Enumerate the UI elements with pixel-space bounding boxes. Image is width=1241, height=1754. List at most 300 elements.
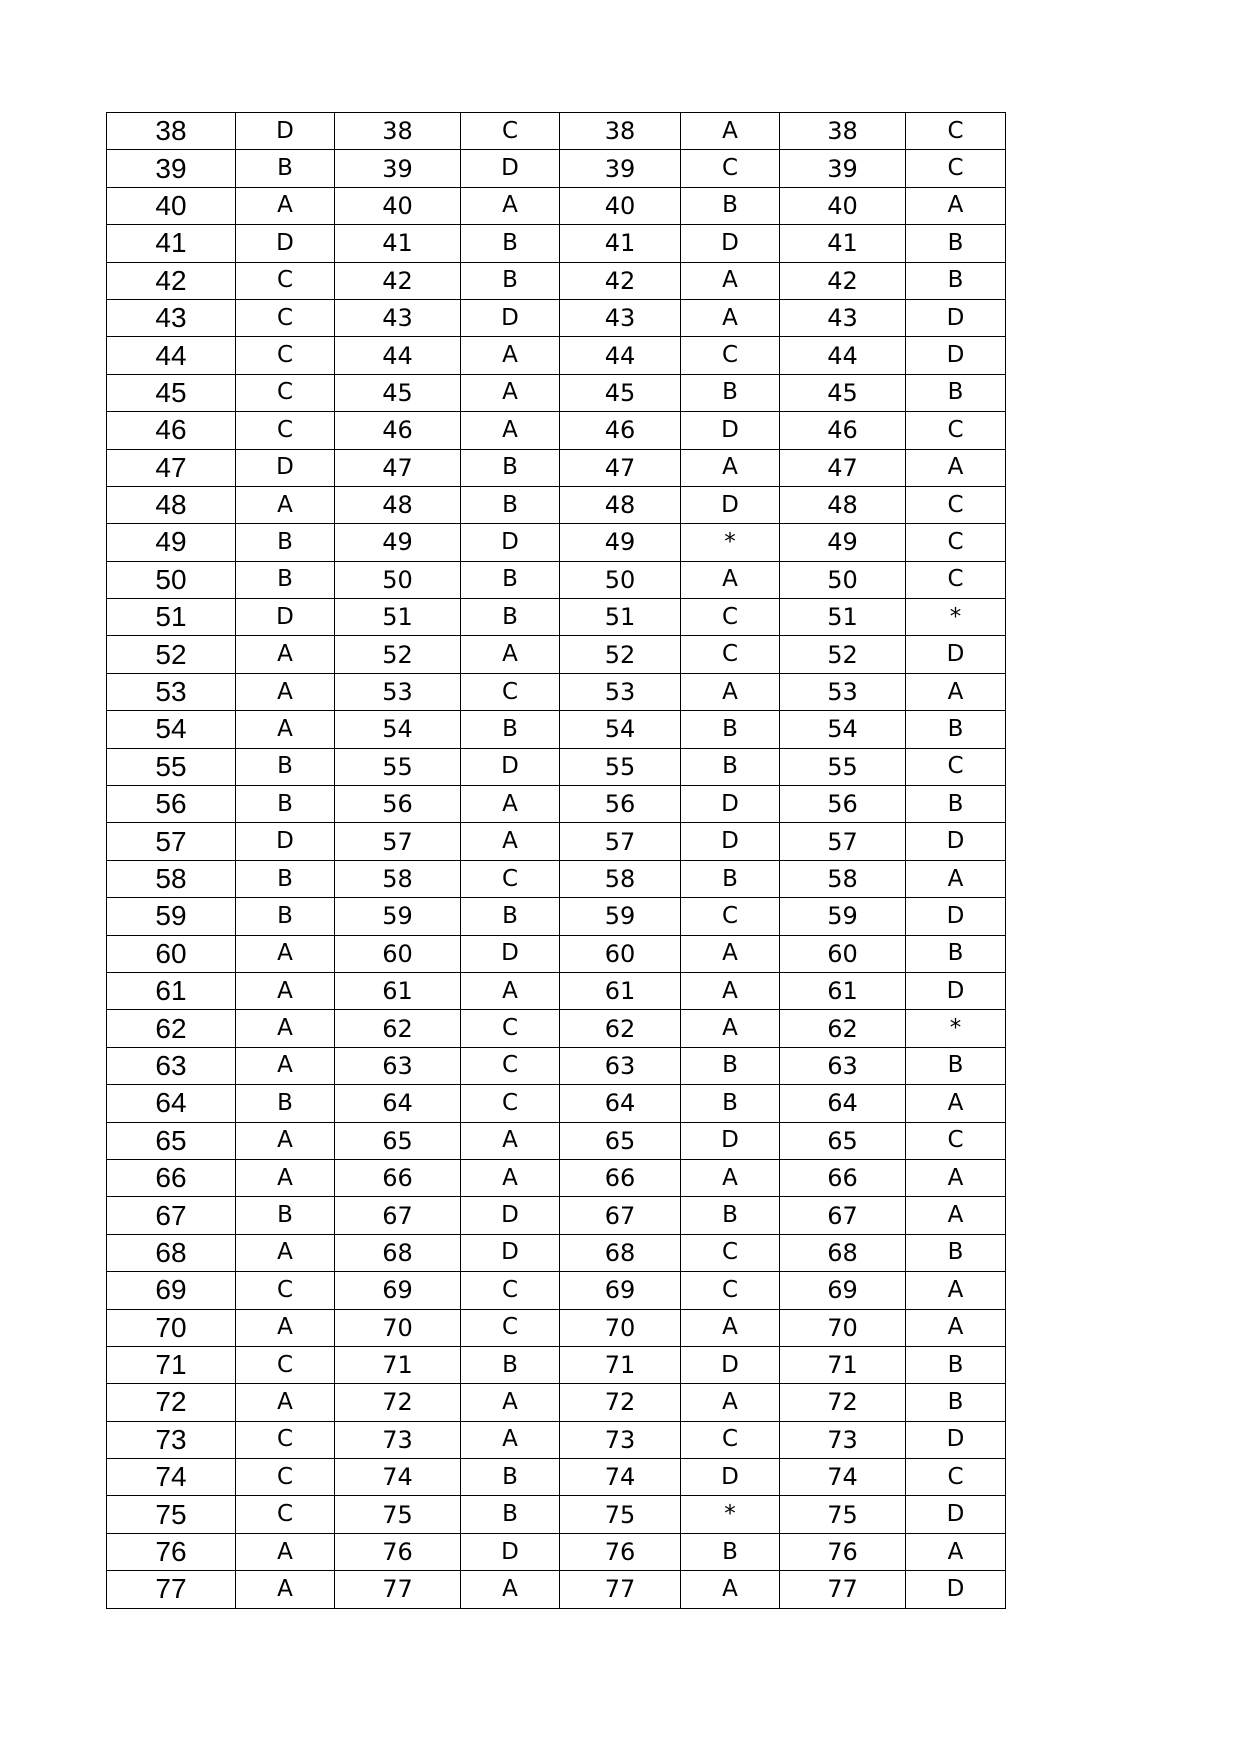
question-number-cell: 40	[780, 187, 906, 224]
table-row	[107, 1309, 1006, 1346]
question-number-cell: 70	[335, 1309, 461, 1346]
answer-cell: D	[906, 898, 1006, 935]
question-number-cell: 74	[560, 1459, 681, 1496]
answer-cell: A	[681, 972, 780, 1009]
question-number-cell: 39	[560, 150, 681, 187]
answer-cell: C	[461, 113, 560, 150]
question-number-cell: 47	[107, 449, 236, 486]
answer-cell: C	[236, 262, 335, 299]
question-number-cell: 55	[780, 748, 906, 785]
answer-cell: D	[906, 636, 1006, 673]
question-number-cell: 40	[560, 187, 681, 224]
question-number-cell: 42	[780, 262, 906, 299]
question-number-cell: 50	[107, 561, 236, 598]
table-row	[107, 1571, 1006, 1608]
question-number-cell: 65	[780, 1122, 906, 1159]
question-number-cell: 52	[560, 636, 681, 673]
answer-cell: A	[906, 1085, 1006, 1122]
question-number-cell: 57	[560, 823, 681, 860]
answer-cell: B	[461, 599, 560, 636]
question-number-cell: 77	[560, 1571, 681, 1608]
answer-cell: B	[236, 1197, 335, 1234]
question-number-cell: 64	[560, 1085, 681, 1122]
answer-cell: D	[681, 786, 780, 823]
question-number-cell: 67	[107, 1197, 236, 1234]
answer-cell: C	[236, 412, 335, 449]
answer-cell: B	[236, 860, 335, 897]
answer-cell: B	[906, 1346, 1006, 1383]
table-row	[107, 337, 1006, 374]
answer-cell: C	[236, 337, 335, 374]
question-number-cell: 46	[335, 412, 461, 449]
answer-cell: D	[236, 225, 335, 262]
question-number-cell: 68	[335, 1234, 461, 1271]
answer-cell: C	[906, 748, 1006, 785]
question-number-cell: 50	[780, 561, 906, 598]
answer-cell: B	[681, 1047, 780, 1084]
answer-cell: C	[906, 561, 1006, 598]
answer-cell: A	[681, 1309, 780, 1346]
answer-cell: B	[461, 898, 560, 935]
question-number-cell: 42	[335, 262, 461, 299]
answer-cell: B	[236, 1085, 335, 1122]
answer-cell: C	[461, 1309, 560, 1346]
answer-cell: A	[681, 449, 780, 486]
question-number-cell: 43	[107, 299, 236, 336]
answer-cell: *	[906, 599, 1006, 636]
table-row	[107, 187, 1006, 224]
table-row	[107, 748, 1006, 785]
answer-cell: B	[236, 150, 335, 187]
answer-cell: B	[906, 1234, 1006, 1271]
question-number-cell: 42	[107, 262, 236, 299]
answer-cell: C	[236, 1496, 335, 1533]
answer-cell: A	[906, 449, 1006, 486]
answer-cell: B	[461, 1346, 560, 1383]
question-number-cell: 55	[560, 748, 681, 785]
answer-cell: C	[681, 636, 780, 673]
question-number-cell: 41	[335, 225, 461, 262]
answer-cell: A	[236, 1010, 335, 1047]
question-number-cell: 66	[107, 1159, 236, 1196]
question-number-cell: 53	[335, 673, 461, 710]
question-number-cell: 59	[107, 898, 236, 935]
answer-cell: C	[681, 898, 780, 935]
table-row	[107, 486, 1006, 523]
question-number-cell: 76	[335, 1533, 461, 1570]
question-number-cell: 75	[107, 1496, 236, 1533]
answer-cell: D	[906, 823, 1006, 860]
table-row	[107, 898, 1006, 935]
answer-cell: B	[461, 449, 560, 486]
answer-cell: D	[906, 299, 1006, 336]
question-number-cell: 67	[560, 1197, 681, 1234]
question-number-cell: 66	[560, 1159, 681, 1196]
answer-cell: A	[236, 935, 335, 972]
question-number-cell: 68	[560, 1234, 681, 1271]
table-row	[107, 1272, 1006, 1309]
question-number-cell: 63	[560, 1047, 681, 1084]
table-row	[107, 561, 1006, 598]
question-number-cell: 62	[560, 1010, 681, 1047]
answer-cell: A	[906, 1309, 1006, 1346]
question-number-cell: 49	[780, 524, 906, 561]
answer-cell: D	[906, 1496, 1006, 1533]
question-number-cell: 57	[780, 823, 906, 860]
answer-cell: C	[236, 1459, 335, 1496]
answer-cell: A	[461, 1384, 560, 1421]
answer-cell: B	[236, 524, 335, 561]
answer-cell: C	[906, 1459, 1006, 1496]
answer-cell: C	[461, 1047, 560, 1084]
table-row	[107, 1159, 1006, 1196]
answer-cell: A	[681, 299, 780, 336]
question-number-cell: 61	[780, 972, 906, 1009]
answer-cell: C	[906, 150, 1006, 187]
answer-cell: B	[906, 711, 1006, 748]
answer-cell: *	[681, 1496, 780, 1533]
question-number-cell: 51	[107, 599, 236, 636]
question-number-cell: 45	[560, 374, 681, 411]
answer-cell: C	[681, 599, 780, 636]
table-row	[107, 1047, 1006, 1084]
question-number-cell: 73	[335, 1421, 461, 1458]
table-row	[107, 113, 1006, 150]
answer-cell: A	[461, 374, 560, 411]
answer-cell: C	[236, 1346, 335, 1383]
answer-cell: A	[906, 1197, 1006, 1234]
question-number-cell: 49	[335, 524, 461, 561]
answer-cell: A	[236, 187, 335, 224]
question-number-cell: 59	[335, 898, 461, 935]
table-row	[107, 860, 1006, 897]
question-number-cell: 41	[560, 225, 681, 262]
answer-cell: D	[681, 1122, 780, 1159]
question-number-cell: 62	[107, 1010, 236, 1047]
question-number-cell: 56	[107, 786, 236, 823]
table-row	[107, 374, 1006, 411]
answer-cell: C	[681, 337, 780, 374]
question-number-cell: 62	[780, 1010, 906, 1047]
question-number-cell: 40	[107, 187, 236, 224]
question-number-cell: 66	[780, 1159, 906, 1196]
answer-cell: A	[236, 486, 335, 523]
answer-cell: A	[681, 673, 780, 710]
question-number-cell: 53	[780, 673, 906, 710]
question-number-cell: 38	[560, 113, 681, 150]
answer-cell: B	[681, 1085, 780, 1122]
answer-cell: C	[681, 1272, 780, 1309]
answer-cell: B	[681, 374, 780, 411]
table-row	[107, 449, 1006, 486]
question-number-cell: 66	[335, 1159, 461, 1196]
answer-cell: C	[236, 374, 335, 411]
question-number-cell: 69	[560, 1272, 681, 1309]
table-row	[107, 1234, 1006, 1271]
question-number-cell: 69	[780, 1272, 906, 1309]
question-number-cell: 49	[560, 524, 681, 561]
question-number-cell: 67	[335, 1197, 461, 1234]
question-number-cell: 75	[335, 1496, 461, 1533]
answer-cell: B	[906, 262, 1006, 299]
answer-cell: D	[461, 150, 560, 187]
answer-cell: A	[461, 412, 560, 449]
question-number-cell: 60	[560, 935, 681, 972]
question-number-cell: 54	[335, 711, 461, 748]
question-number-cell: 76	[107, 1533, 236, 1570]
answer-cell: B	[236, 561, 335, 598]
question-number-cell: 54	[780, 711, 906, 748]
answer-cell: A	[236, 1533, 335, 1570]
question-number-cell: 51	[560, 599, 681, 636]
question-number-cell: 62	[335, 1010, 461, 1047]
answer-cell: A	[906, 1272, 1006, 1309]
question-number-cell: 70	[560, 1309, 681, 1346]
answer-cell: D	[906, 1421, 1006, 1458]
answer-cell: A	[681, 113, 780, 150]
table-row	[107, 262, 1006, 299]
answer-cell: A	[461, 786, 560, 823]
table-row	[107, 1459, 1006, 1496]
table-row	[107, 935, 1006, 972]
question-number-cell: 73	[107, 1421, 236, 1458]
answer-cell: C	[906, 113, 1006, 150]
question-number-cell: 38	[107, 113, 236, 150]
question-number-cell: 56	[560, 786, 681, 823]
question-number-cell: 60	[780, 935, 906, 972]
answer-cell: A	[236, 1571, 335, 1608]
answer-cell: D	[681, 412, 780, 449]
answer-cell: D	[681, 225, 780, 262]
question-number-cell: 43	[560, 299, 681, 336]
question-number-cell: 75	[780, 1496, 906, 1533]
question-number-cell: 59	[560, 898, 681, 935]
answer-cell: C	[681, 150, 780, 187]
question-number-cell: 39	[780, 150, 906, 187]
question-number-cell: 43	[335, 299, 461, 336]
question-number-cell: 48	[335, 486, 461, 523]
answer-cell: B	[681, 1197, 780, 1234]
answer-cell: C	[461, 1010, 560, 1047]
answer-cell: B	[461, 1496, 560, 1533]
question-number-cell: 74	[335, 1459, 461, 1496]
answer-cell: D	[681, 486, 780, 523]
answer-cell: B	[236, 748, 335, 785]
answer-cell: C	[236, 299, 335, 336]
question-number-cell: 73	[780, 1421, 906, 1458]
question-number-cell: 64	[107, 1085, 236, 1122]
answer-cell: B	[461, 1459, 560, 1496]
question-number-cell: 76	[780, 1533, 906, 1570]
question-number-cell: 70	[107, 1309, 236, 1346]
answer-cell: B	[461, 225, 560, 262]
question-number-cell: 38	[335, 113, 461, 150]
question-number-cell: 44	[335, 337, 461, 374]
question-number-cell: 39	[107, 150, 236, 187]
answer-cell: B	[906, 935, 1006, 972]
question-number-cell: 75	[560, 1496, 681, 1533]
table-row	[107, 412, 1006, 449]
answer-cell: C	[906, 486, 1006, 523]
question-number-cell: 77	[335, 1571, 461, 1608]
question-number-cell: 41	[780, 225, 906, 262]
question-number-cell: 46	[780, 412, 906, 449]
answer-cell: B	[236, 898, 335, 935]
answer-cell: A	[236, 1234, 335, 1271]
table-row	[107, 972, 1006, 1009]
question-number-cell: 77	[107, 1571, 236, 1608]
answer-cell: *	[906, 1010, 1006, 1047]
answer-cell: D	[236, 823, 335, 860]
answer-cell: A	[461, 1122, 560, 1159]
answer-cell: A	[906, 187, 1006, 224]
answer-cell: B	[906, 225, 1006, 262]
question-number-cell: 46	[560, 412, 681, 449]
table-row	[107, 599, 1006, 636]
question-number-cell: 51	[335, 599, 461, 636]
question-number-cell: 60	[107, 935, 236, 972]
question-number-cell: 38	[780, 113, 906, 150]
question-number-cell: 52	[107, 636, 236, 673]
answer-cell: B	[681, 860, 780, 897]
answer-cell: D	[461, 1533, 560, 1570]
table-row	[107, 1010, 1006, 1047]
question-number-cell: 70	[780, 1309, 906, 1346]
answer-cell: A	[236, 711, 335, 748]
table-row	[107, 673, 1006, 710]
answer-cell: A	[681, 1010, 780, 1047]
answer-cell: A	[461, 823, 560, 860]
answer-cell: B	[906, 786, 1006, 823]
table-row	[107, 1384, 1006, 1421]
question-number-cell: 65	[560, 1122, 681, 1159]
answer-cell: D	[681, 1459, 780, 1496]
answer-cell: D	[906, 1571, 1006, 1608]
question-number-cell: 56	[335, 786, 461, 823]
answer-cell: A	[681, 1384, 780, 1421]
answer-cell: D	[681, 1346, 780, 1383]
answer-cell: D	[461, 1234, 560, 1271]
question-number-cell: 55	[107, 748, 236, 785]
question-number-cell: 48	[560, 486, 681, 523]
answer-cell: A	[236, 1159, 335, 1196]
question-number-cell: 53	[107, 673, 236, 710]
answer-cell: A	[236, 1384, 335, 1421]
question-number-cell: 71	[560, 1346, 681, 1383]
answer-cell: A	[681, 935, 780, 972]
answer-cell: C	[681, 1421, 780, 1458]
question-number-cell: 72	[335, 1384, 461, 1421]
table-row	[107, 1122, 1006, 1159]
answer-key-body	[107, 113, 1006, 1609]
question-number-cell: 72	[780, 1384, 906, 1421]
answer-cell: D	[461, 748, 560, 785]
answer-cell: A	[236, 636, 335, 673]
answer-cell: A	[461, 1159, 560, 1196]
answer-cell: D	[461, 299, 560, 336]
question-number-cell: 39	[335, 150, 461, 187]
question-number-cell: 56	[780, 786, 906, 823]
answer-cell: D	[461, 1197, 560, 1234]
answer-cell: A	[236, 1122, 335, 1159]
table-row	[107, 823, 1006, 860]
question-number-cell: 63	[107, 1047, 236, 1084]
question-number-cell: 61	[335, 972, 461, 1009]
table-row	[107, 225, 1006, 262]
table-row	[107, 786, 1006, 823]
question-number-cell: 40	[335, 187, 461, 224]
question-number-cell: 46	[107, 412, 236, 449]
answer-cell: A	[461, 187, 560, 224]
question-number-cell: 64	[780, 1085, 906, 1122]
question-number-cell: 45	[335, 374, 461, 411]
answer-cell: C	[681, 1234, 780, 1271]
answer-cell: A	[906, 673, 1006, 710]
answer-cell: B	[236, 786, 335, 823]
answer-cell: C	[906, 412, 1006, 449]
answer-cell: A	[461, 972, 560, 1009]
question-number-cell: 52	[780, 636, 906, 673]
answer-key-table	[106, 112, 1006, 1609]
table-row	[107, 636, 1006, 673]
table-row	[107, 299, 1006, 336]
answer-cell: B	[681, 711, 780, 748]
answer-cell: B	[906, 1047, 1006, 1084]
answer-cell: A	[681, 1571, 780, 1608]
question-number-cell: 71	[780, 1346, 906, 1383]
answer-cell: D	[236, 113, 335, 150]
answer-cell: A	[236, 673, 335, 710]
question-number-cell: 48	[780, 486, 906, 523]
question-number-cell: 63	[335, 1047, 461, 1084]
answer-cell: A	[461, 1571, 560, 1608]
question-number-cell: 71	[107, 1346, 236, 1383]
question-number-cell: 50	[335, 561, 461, 598]
answer-cell: D	[461, 524, 560, 561]
table-row	[107, 1197, 1006, 1234]
answer-cell: A	[906, 1159, 1006, 1196]
question-number-cell: 54	[107, 711, 236, 748]
question-number-cell: 47	[560, 449, 681, 486]
answer-cell: C	[461, 860, 560, 897]
table-row	[107, 711, 1006, 748]
answer-cell: A	[681, 262, 780, 299]
question-number-cell: 52	[335, 636, 461, 673]
answer-cell: C	[461, 1085, 560, 1122]
question-number-cell: 57	[107, 823, 236, 860]
question-number-cell: 76	[560, 1533, 681, 1570]
question-number-cell: 74	[780, 1459, 906, 1496]
answer-cell: A	[236, 1309, 335, 1346]
table-row	[107, 150, 1006, 187]
answer-cell: C	[236, 1421, 335, 1458]
table-row	[107, 1533, 1006, 1570]
answer-cell: A	[236, 972, 335, 1009]
question-number-cell: 51	[780, 599, 906, 636]
question-number-cell: 60	[335, 935, 461, 972]
question-number-cell: 44	[107, 337, 236, 374]
answer-cell: B	[906, 1384, 1006, 1421]
question-number-cell: 45	[107, 374, 236, 411]
question-number-cell: 58	[335, 860, 461, 897]
question-number-cell: 57	[335, 823, 461, 860]
question-number-cell: 63	[780, 1047, 906, 1084]
answer-cell: A	[236, 1047, 335, 1084]
question-number-cell: 65	[335, 1122, 461, 1159]
table-row	[107, 1346, 1006, 1383]
answer-cell: C	[461, 673, 560, 710]
answer-cell: A	[461, 337, 560, 374]
